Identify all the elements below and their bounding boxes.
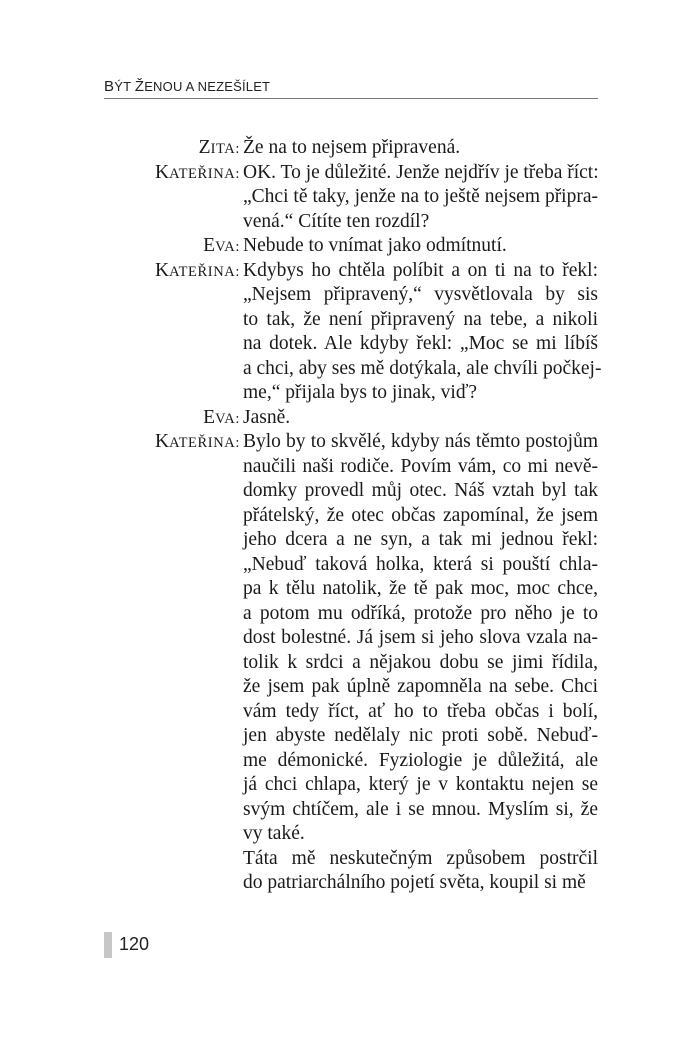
speaker-rest: ITA: (210, 141, 240, 157)
text-line: do patriarchálního pojetí světa, koupil si mě (243, 872, 586, 893)
speaker-label (155, 259, 240, 285)
header-rule (104, 98, 598, 99)
rh-rest-1: ÝT (114, 79, 135, 94)
text-line: na dotek. Ale kdyby řekl: „Moc se mi líbíš (243, 333, 598, 354)
text-line: já chci chlapa, který je v kontaktu nejen se (243, 774, 598, 795)
speaker-initial: E (203, 406, 216, 428)
speaker-initial: K (155, 259, 170, 281)
text-line: a chci, aby ses mě dotýkala, ale chvíli počkej- (243, 357, 602, 379)
speaker-label (155, 161, 240, 187)
speaker-rest: ATEŘINA: (169, 165, 240, 182)
text-line: jen abyste nedělaly nic proti sobě. Nebuď- (243, 725, 598, 746)
text-line: Táta mě neskutečným způsobem postrčil (243, 847, 598, 869)
text-line: Nebude to vnímat jako odmítnutí. (243, 235, 507, 256)
page-number-marker (104, 932, 112, 958)
text-line: pa k tělu natolik, že tě pak moc, moc chce, (243, 578, 598, 599)
text-line: „Chci tě taky, jenže na to ještě nejsem připra- (243, 186, 598, 207)
rh-rest-2: ENOU A NEZEŠÍLET (144, 79, 271, 94)
text-line: přátelský, že otec občas zapomínal, že jsem (243, 504, 598, 526)
speaker-initial: E (203, 235, 216, 256)
text-line: me,“ přijala bys to jinak, viď? (243, 382, 478, 403)
speaker-initial: K (155, 161, 170, 183)
text-line: svým chtíčem, ale i se mnou. Myslím si, že (243, 798, 598, 820)
speaker-label (155, 430, 240, 456)
text-line: že jsem pak úplně zapomněla na sebe. Chci (243, 676, 598, 697)
text-line: me démonické. Fyziologie je důležitá, ale (243, 749, 598, 771)
dialogue-entry (0, 234, 700, 259)
text-line: vy také. (243, 823, 305, 844)
text-line: a potom mu odříká, protože pro něho je to (243, 602, 598, 624)
dialogue-entry (0, 161, 700, 235)
speaker-rest: VA: (215, 410, 240, 427)
text-line: jeho dcera a ne syn, a tak mi jednou řekl: (243, 529, 598, 550)
text-line: to tak, že není připravený na tebe, a nikoli (243, 308, 598, 330)
dialogue-entry (0, 406, 700, 431)
text-line: Že na to nejsem připravená. (243, 137, 461, 158)
text-line: vená.“ Cítíte ten rozdíl? (243, 210, 430, 232)
running-head (104, 78, 270, 95)
speaker-rest: ATEŘINA: (169, 263, 240, 280)
speaker-initial: Z (198, 137, 211, 158)
rh-initial-2: Ž (134, 78, 145, 95)
text-line: domky provedl můj otec. Náš vztah byl tak (243, 480, 598, 501)
text-line: tolik k srdci a nějakou dobu se jimi řídila, (243, 651, 598, 673)
speaker-initial: K (155, 431, 170, 452)
dialogue-entry (0, 430, 700, 847)
rh-initial-1: B (104, 78, 115, 95)
text-line: „Nejsem připravený,“ vysvětlovala by sis (243, 284, 598, 305)
text-line: Kdybys ho chtěla políbit a on ti na to řekl: (243, 259, 598, 281)
dialogue-entry (0, 136, 700, 161)
text-line: naučili naši rodiče. Povím vám, co mi nevě- (243, 455, 598, 477)
speaker-label (203, 406, 240, 432)
speaker-rest: VA: (215, 239, 240, 255)
speaker-label (199, 136, 240, 162)
text-line: „Nebuď taková holka, která si pouští chla- (243, 553, 598, 575)
text-line: dost bolestné. Já jsem si jeho slova vzala na- (243, 627, 598, 648)
speaker-rest: ATEŘINA: (169, 435, 240, 451)
text-line: Jasně. (243, 406, 291, 428)
text-line: OK. To je důležité. Jenže nejdřív je třeba říct: (243, 161, 599, 183)
dialogue-body (0, 136, 700, 896)
text-line: Bylo by to skvělé, kdyby nás těmto postojům (243, 431, 598, 452)
page-number: 120 (119, 934, 150, 954)
dialogue-entry (0, 259, 700, 406)
speaker-label (203, 234, 240, 260)
dialogue-entry (0, 847, 700, 896)
text-line: vám tedy říct, ať ho to třeba občas i bolí, (243, 700, 598, 722)
